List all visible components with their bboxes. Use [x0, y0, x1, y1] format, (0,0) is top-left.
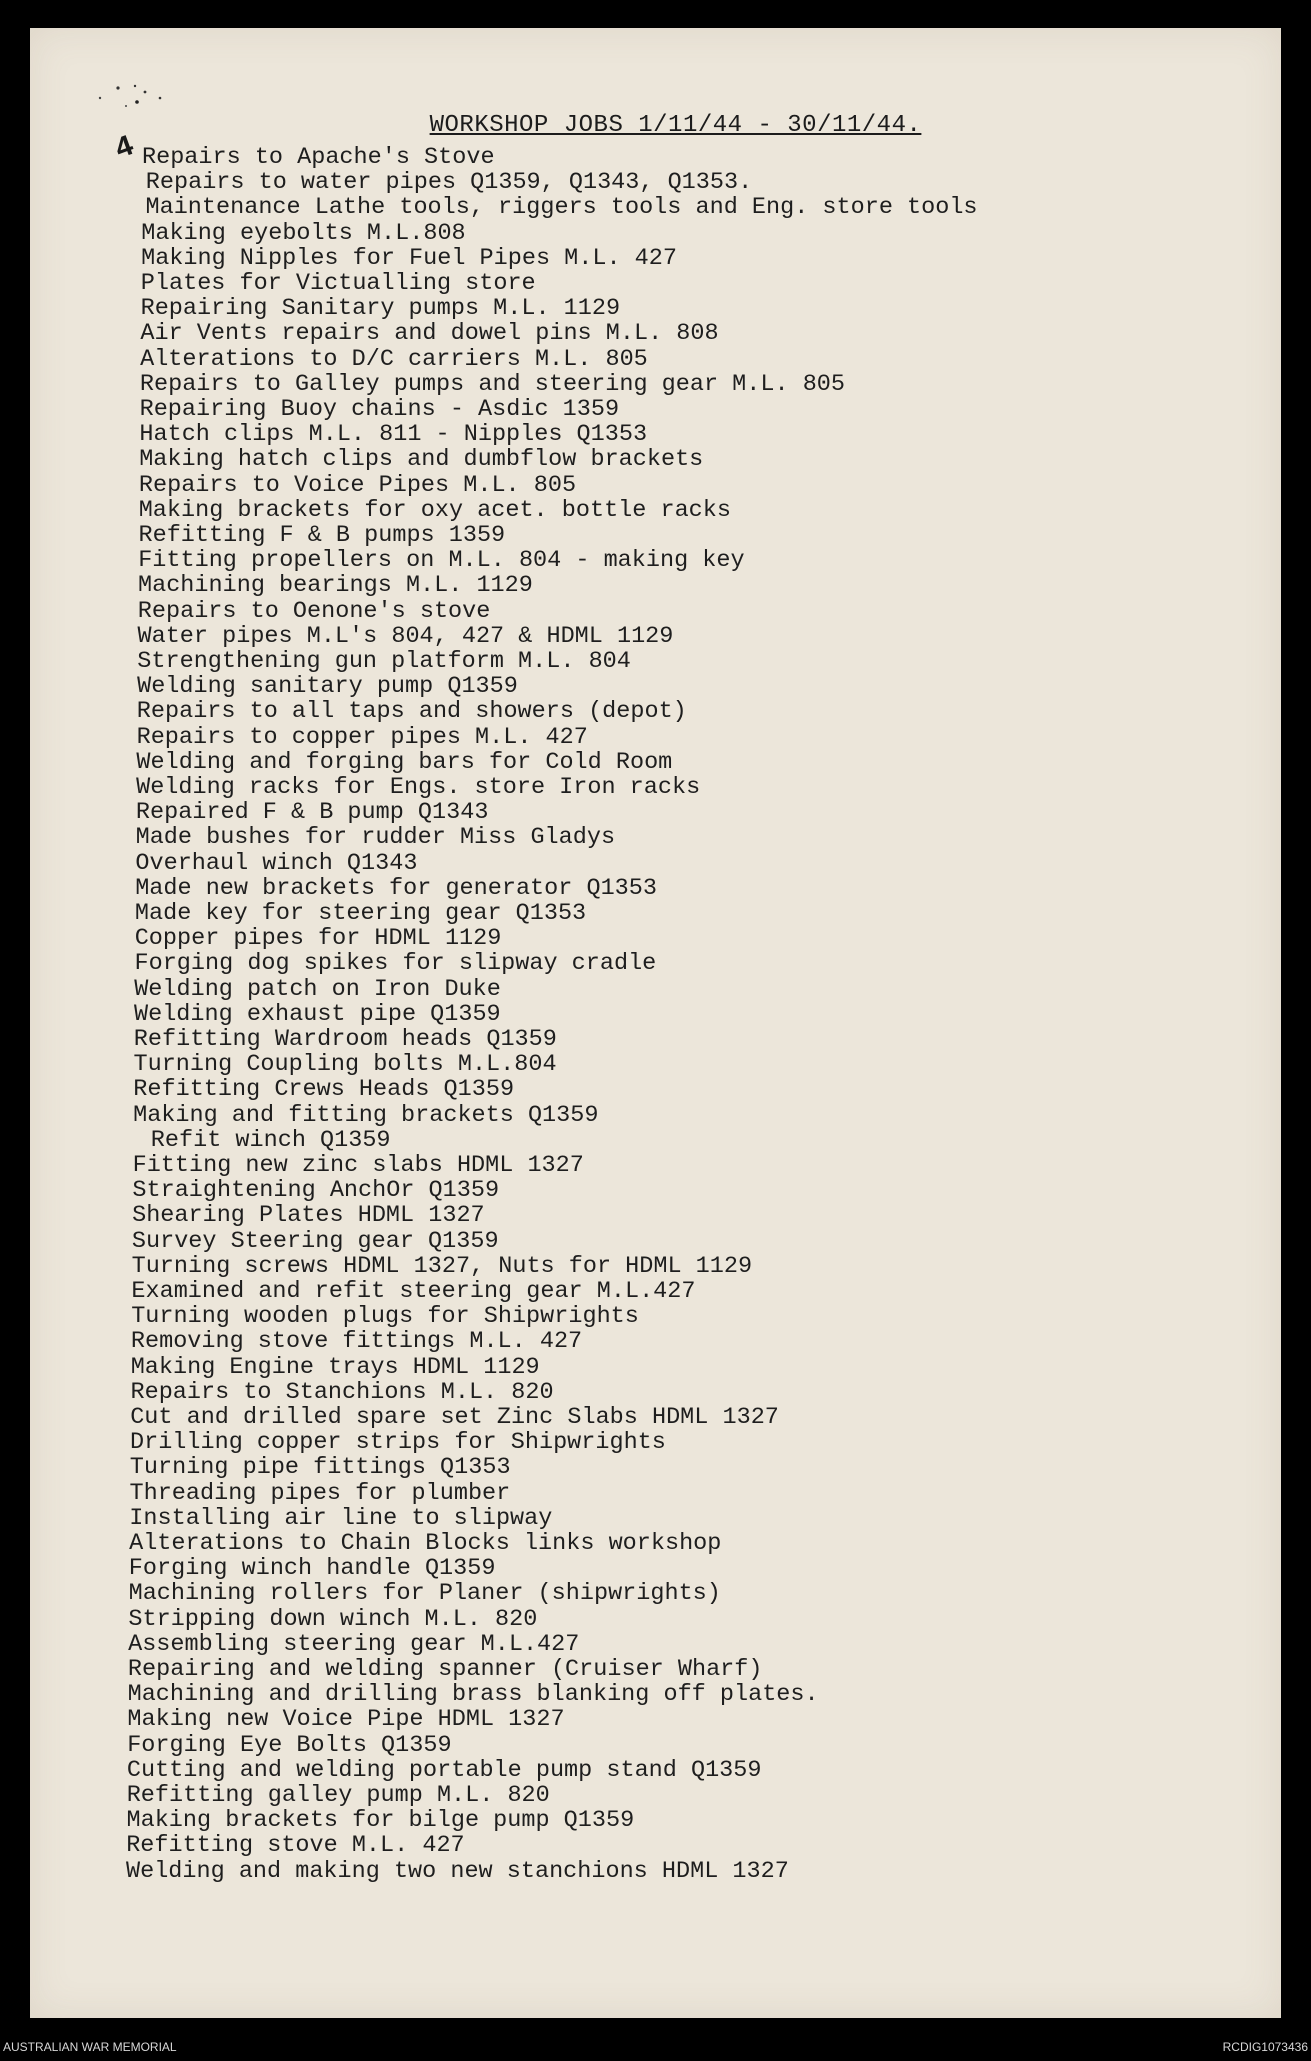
job-item: Repairing and welding spanner (Cruiser Wharf) [127, 1656, 763, 1683]
footer-catalogue-id: RCDIG1073436 [1222, 2040, 1308, 2054]
job-item: Machining bearings M.L. 1129 [138, 572, 533, 600]
job-item: Repairs to Voice Pipes M.L. 805 [138, 471, 577, 499]
job-item: Assembling steering gear M.L.427 [128, 1630, 580, 1658]
job-item: Repairs to water pipes Q1359, Q1343, Q1353. [145, 169, 753, 197]
job-item: Refitting Crews Heads Q1359 [133, 1076, 515, 1104]
job-item: Air Vents repairs and dowel pins M.L. 808 [140, 320, 719, 348]
job-item: Making brackets for oxy acet. bottle racks [138, 496, 731, 524]
job-item: Removing stove fittings M.L. 427 [130, 1328, 583, 1356]
job-item: Installing air line to slipway [129, 1504, 553, 1532]
job-item: Alterations to Chain Blocks links workshop [129, 1530, 722, 1557]
job-item: Made key for steering gear Q1353 [134, 900, 587, 927]
job-item: Refitting stove M.L. 427 [126, 1832, 465, 1860]
job-item: Overhaul winch Q1343 [135, 849, 418, 877]
job-item: Maintenance Lathe tools, riggers tools and Eng. store tools [145, 194, 978, 222]
job-item: Machining rollers for Planer (shipwrights) [128, 1580, 721, 1608]
job-item: Refit winch Q1359 [150, 1126, 391, 1154]
job-item: Repairing Buoy chains - Asdic 1359 [139, 396, 620, 423]
job-item: Alterations to D/C carriers M.L. 805 [140, 345, 648, 373]
job-item: Repairs to all taps and showers (depot) [136, 698, 687, 726]
job-item: Making Nipples for Fuel Pipes M.L. 427 [141, 244, 677, 272]
job-item: Repairs to Oenone's stove [137, 597, 491, 625]
job-item: Examined and refit steering gear M.L.427 [131, 1278, 696, 1305]
job-item: Welding sanitary pump Q1359 [137, 673, 518, 701]
job-item: Refitting F & B pumps 1359 [138, 522, 506, 549]
job-item: Stripping down winch M.L. 820 [128, 1605, 538, 1633]
job-item: Drilling copper strips for Shipwrights [130, 1429, 666, 1457]
job-item: Making eyebolts M.L.808 [141, 219, 466, 247]
job-item: Survey Steering gear Q1359 [131, 1227, 499, 1255]
job-item: Forging dog spikes for slipway cradle [134, 950, 657, 978]
job-item: Repairs to Galley pumps and steering gear M.L. 805 [139, 370, 846, 398]
job-item: Turning pipe fittings Q1353 [129, 1454, 511, 1482]
document-title: WORKSHOP JOBS 1/11/44 - 30/11/44. [429, 112, 922, 139]
job-item: Machining and drilling brass blanking off plates. [127, 1681, 819, 1709]
job-item: Hatch clips M.L. 811 - Nipples Q1353 [139, 421, 648, 449]
job-item: Welding exhaust pipe Q1359 [134, 1000, 501, 1028]
job-item: Straightening AnchOr Q1359 [132, 1177, 500, 1205]
job-item: Threading pipes for plumber [129, 1479, 511, 1507]
job-item: Welding and making two new stanchions HDML 1327 [126, 1857, 789, 1885]
job-item: Making and fitting brackets Q1359 [133, 1101, 599, 1129]
job-item: Made bushes for rudder Miss Gladys [135, 824, 616, 852]
job-item: Turning Coupling bolts M.L.804 [133, 1051, 557, 1079]
job-item: Refitting galley pump M.L. 820 [126, 1782, 550, 1809]
footer-credit: AUSTRALIAN WAR MEMORIAL [3, 2040, 177, 2054]
job-item: Cutting and welding portable pump stand Q1359 [126, 1756, 762, 1784]
job-item: Strengthening gun platform M.L. 804 [137, 648, 631, 675]
job-item: Water pipes M.L's 804, 427 & HDML 1129 [137, 622, 674, 650]
job-list [30, 28, 1281, 2018]
job-item: Repaired F & B pump Q1343 [135, 799, 489, 827]
job-item: Welding and forging bars for Cold Room [136, 748, 673, 776]
job-item: Fitting new zinc slabs HDML 1327 [132, 1152, 584, 1179]
job-item: Turning wooden plugs for Shipwrights [131, 1303, 639, 1331]
job-item: Repairs to Stanchions M.L. 820 [130, 1378, 554, 1406]
page-mark: 4 [110, 129, 140, 169]
job-item: Making brackets for bilge pump Q1359 [126, 1807, 635, 1835]
job-item: Making hatch clips and dumbflow brackets [139, 446, 704, 474]
job-item: Plates for Victualling store [140, 270, 536, 297]
job-item: Forging winch handle Q1359 [128, 1555, 496, 1583]
job-item: Fitting propellers on M.L. 804 - making key [138, 547, 745, 575]
job-item: Making new Voice Pipe HDML 1327 [127, 1706, 565, 1734]
job-item: Welding racks for Engs. store Iron racks [136, 774, 701, 801]
job-item: Making Engine trays HDML 1129 [130, 1353, 540, 1381]
job-item: Cut and drilled spare set Zinc Slabs HDML 1327 [130, 1404, 779, 1431]
job-item: Shearing Plates HDML 1327 [132, 1202, 485, 1230]
document-page [30, 28, 1281, 2018]
job-item: Turning screws HDML 1327, Nuts for HDML 1129 [131, 1252, 753, 1280]
job-item: Repairs to Apache's Stove [142, 144, 495, 171]
job-item: Repairs to copper pipes M.L. 427 [136, 723, 588, 751]
job-item: Refitting Wardroom heads Q1359 [133, 1026, 557, 1053]
job-item: Made new brackets for generator Q1353 [135, 874, 657, 902]
job-item: Forging Eye Bolts Q1359 [127, 1731, 452, 1759]
job-item: Repairing Sanitary pumps M.L. 1129 [140, 295, 621, 323]
job-item: Welding patch on Iron Duke [134, 975, 501, 1003]
job-item: Copper pipes for HDML 1129 [134, 925, 502, 953]
